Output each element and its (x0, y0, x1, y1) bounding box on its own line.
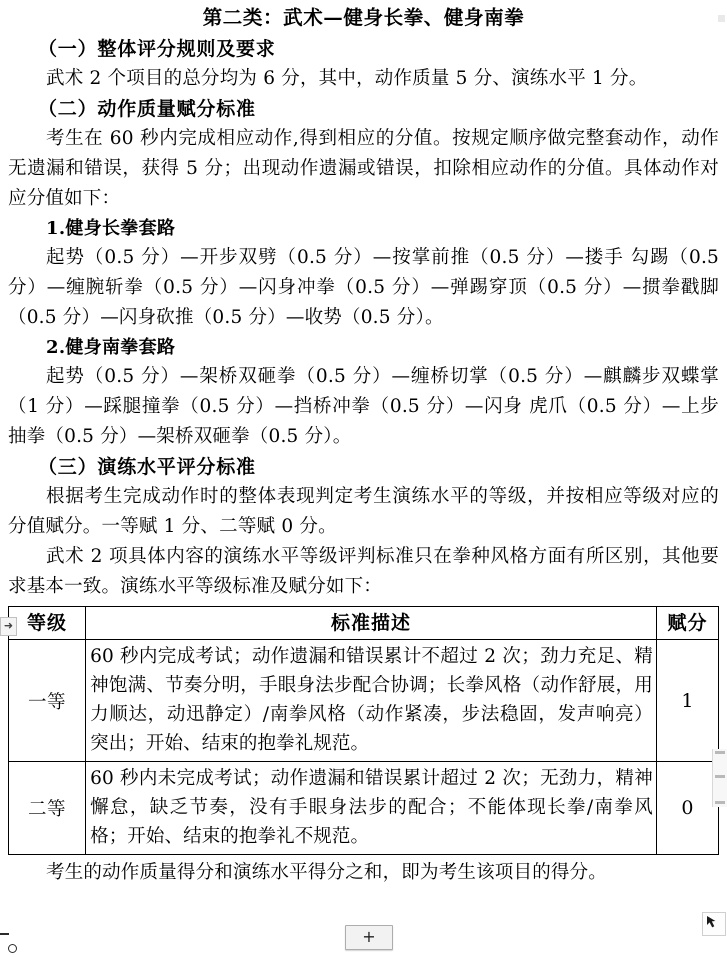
cell-score-level-1: 1 (656, 640, 718, 762)
subsection-body-changquan: 起势（0.5 分）—开步双劈（0.5 分）—按掌前推（0.5 分）—搂手 勾踢（0.5 分）—缠腕斩拳（0.5 分）—闪身冲拳（0.5 分）—弹踢穿顶（0.5 分）—掼拳戳脚（0.5 分）—闪身砍推（0.5 分）—收势（0.5 分）。 (8, 247, 719, 328)
cell-grade-level-1: 一等 (9, 640, 86, 762)
section-heading-2: （二）动作质量赋分标准 (38, 98, 256, 120)
section-1-paragraph-1: 武术 2 个项目的总分均为 6 分，其中，动作质量 5 分、演练水平 1 分。 (46, 68, 648, 89)
subsection-body-nanquan: 起势（0.5 分）—架桥双砸拳（0.5 分）—缠桥切掌（0.5 分）—麒麟步双蝶掌（1 分）—踩腿撞拳（0.5 分）—挡桥冲拳（0.5 分）—闪身 虎爪（0.5 分）—上步抽拳（0.5 分）—架桥双砸拳（0.5 分）。 (8, 366, 719, 447)
column-header-grade: 等级 (9, 607, 86, 640)
table-header-row (9, 607, 719, 640)
scrollbar-tick (715, 751, 725, 754)
subsection-heading-nanquan: 2.健身南拳套路 (46, 337, 176, 358)
zoom-in-plus-button[interactable]: + (345, 925, 393, 950)
section-2-paragraph-1: 考生在 60 秒内完成相应动作,得到相应的分值。按规定顺序做完整套动作，动作无遗漏和错误，获得 5 分；出现动作遗漏或错误，扣除相应动作的分值。具体动作对应分值如下： (8, 128, 719, 209)
footer-summary-text: 考生的动作质量得分和演练水平得分之和，即为考生该项目的得分。 (46, 862, 608, 883)
page-title: 第二类：武术—健身长拳、健身南拳 (202, 6, 525, 29)
cell-score-level-2: 0 (656, 762, 718, 855)
page-edge-dot-mark (8, 944, 17, 953)
resize-cursor-icon (702, 912, 726, 936)
document-page (0, 4, 727, 957)
table-row (9, 640, 719, 762)
table-row (9, 762, 719, 855)
scrollbar-track[interactable] (712, 749, 727, 807)
cell-grade-level-2: 二等 (9, 762, 86, 855)
subsection-heading-changquan: 1.健身长拳套路 (46, 218, 176, 239)
scrollbar-tick (715, 801, 725, 804)
section-3-paragraph-2: 武术 2 项具体内容的演练水平等级评判标准只在拳种风格方面有所区别，其他要求基本一致。演练水平等级标准及赋分如下： (8, 546, 719, 597)
left-navigation-arrow-icon[interactable]: ➜ (0, 617, 17, 636)
grading-standards-table (8, 606, 719, 855)
page-edge-dash-mark (0, 933, 9, 935)
cell-description-level-2: 60 秒内未完成考试；动作遗漏和错误累计超过 2 次；无劲力，精神懈怠，缺乏节奏，没有手眼身法步的配合；不能体现长拳/南拳风格；开始、结束的抱拳礼不规范。 (86, 762, 657, 855)
cell-description-level-1: 60 秒内完成考试；动作遗漏和错误累计不超过 2 次；劲力充足、精神饱满、节奏分明，手眼身法步配合协调；长拳风格（动作舒展，用力顺达，动迅静定）/南拳风格（动作紧凑，步法稳固，发声响亮）突出；开始、结束的抱拳礼规范。 (86, 640, 657, 762)
section-heading-3: （三）演练水平评分标准 (38, 456, 256, 478)
corner-mark-icon (718, 7, 725, 14)
column-header-description: 标准描述 (86, 607, 657, 640)
section-3-paragraph-1: 根据考生完成动作时的整体表现判定考生演练水平的等级，并按相应等级对应的分值赋分。一等赋 1 分、二等赋 0 分。 (8, 486, 719, 537)
column-header-score: 赋分 (656, 607, 718, 640)
section-heading-1: （一）整体评分规则及要求 (38, 38, 276, 60)
scrollbar-thumb[interactable] (715, 775, 725, 778)
